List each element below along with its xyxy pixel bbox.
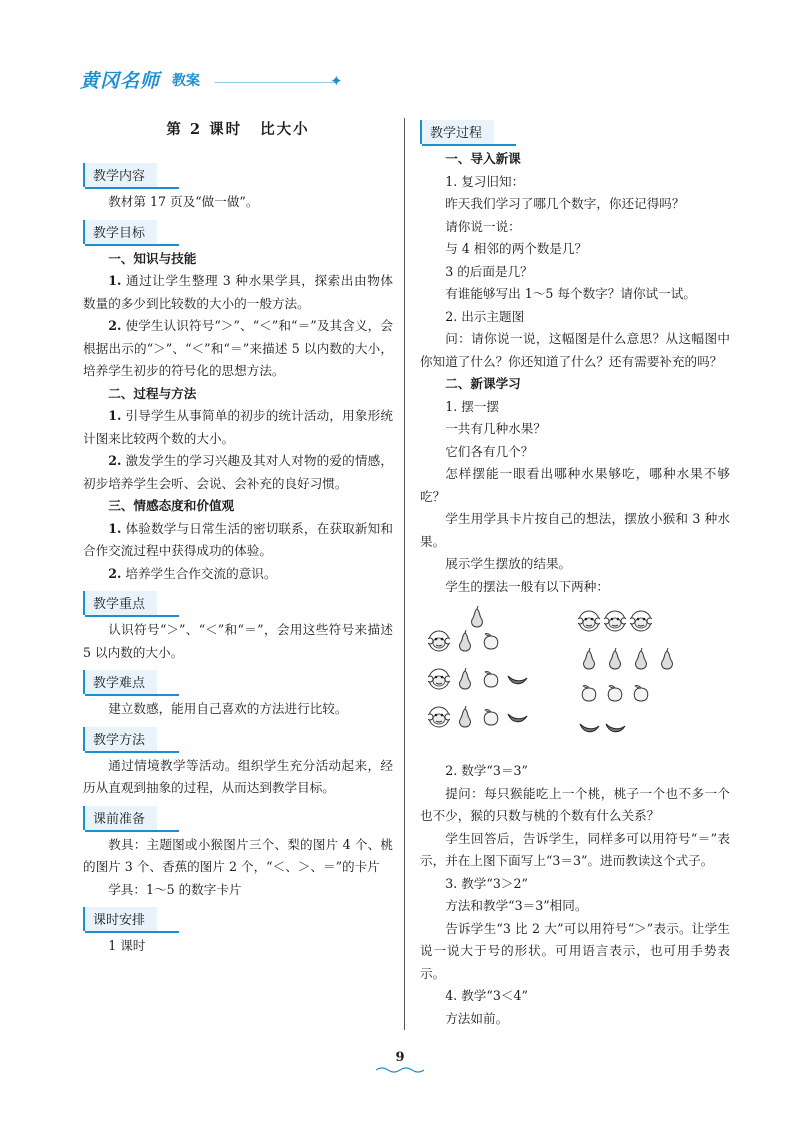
- s1-text1: 昨天我们学习了哪几个数字，你还记得吗？: [445, 196, 685, 211]
- goal3-item1-text: 体验数学与日常生活的密切联系，在获取新知和合作交流过程中获得成功的体验。: [83, 520, 393, 558]
- key-points-text: 认识符号“＞”、“＜”和“＝”，会用这些符号来描述 5 以内数的大小。: [83, 622, 393, 660]
- brand-subtitle: 教案: [172, 73, 200, 89]
- banana-icon: [506, 668, 528, 690]
- goal1-item1: [83, 270, 393, 315]
- prep-text-teacher: 教具：主题图或小猴图片三个、梨的图片 4 个、桃的图片 3 个、香蕉的图片 2 个，“＜、＞、＝”的卡片: [83, 836, 393, 874]
- section-tab-preparation: 课前准备: [83, 806, 157, 830]
- s1-item2: 2. 出示主题图: [445, 308, 525, 324]
- arrangement-2-peaches: [578, 682, 652, 704]
- s1-text3: 与 4 相邻的两个数是几？: [445, 241, 588, 256]
- s1-text5: 有谁能够写出 1～5 每个数字？请你试一试。: [445, 286, 696, 301]
- goal2-item2: [83, 450, 393, 495]
- monkey-icon: [604, 610, 626, 632]
- pear-icon: [604, 648, 626, 670]
- goal1-item2: [83, 315, 393, 383]
- s2-text10: 告诉学生“3 比 2 大”可以用符号“＞”表示。让学生说一说大于号的形状。可用语言表示，也可用手势表示。: [420, 920, 730, 981]
- sparkle-icon: ✦: [330, 72, 343, 90]
- banana-icon: [604, 716, 626, 738]
- section-tab-method: 教学方法: [83, 727, 157, 751]
- monkey-icon: [578, 610, 600, 632]
- brand-logo: 黄冈名师: [80, 70, 161, 92]
- goal3-item1: [83, 518, 393, 563]
- goal3-item2-num: 2.: [108, 565, 122, 581]
- goal2-item1-text: 引导学生从事简单的初步的统计活动，用象形统计图来比较两个数的大小。: [83, 408, 393, 446]
- s1-heading: 一、导入新课: [445, 151, 521, 166]
- prep-text-student: 学具：1～5 的数字卡片: [108, 881, 242, 897]
- section-tab-schedule: 课时安排: [83, 907, 157, 931]
- goal3-item2: [83, 563, 393, 586]
- s2-heading: 二、新课学习: [445, 376, 521, 391]
- monkey-icon: [428, 706, 450, 728]
- pear-icon: [656, 648, 678, 670]
- monkey-icon: [428, 668, 450, 690]
- section-tab-content: 教学内容: [83, 163, 157, 187]
- monkey-icon: [630, 610, 652, 632]
- arrangement-2-pears: [578, 648, 678, 670]
- page-number-wave-icon: [376, 1066, 424, 1074]
- pear-icon: [466, 606, 488, 628]
- s2-text3: 怎样摆能一眼看出哪种水果够吃，哪种水果不够吃？: [420, 466, 730, 504]
- s2-item1: 1. 摆一摆: [445, 398, 499, 414]
- s2-item3: 3. 教学“3＞2”: [445, 875, 528, 891]
- goal1-heading: 一、知识与技能: [108, 250, 197, 266]
- section-tab-goals: 教学目标: [83, 220, 157, 244]
- arrangement-1-row-1: [428, 630, 502, 652]
- s2-text2: 它们各有几个？: [445, 443, 534, 459]
- goal3-item2-text: 培养学生合作交流的意识。: [125, 565, 277, 581]
- peach-icon: [480, 706, 502, 728]
- left-column: [83, 112, 393, 958]
- monkey-icon: [428, 630, 450, 652]
- difficulty-text: 建立数感，能用自己喜欢的方法进行比较。: [108, 701, 348, 716]
- goal1-item2-num: 2.: [108, 318, 122, 333]
- s1-item1: 1. 复习旧知：: [445, 173, 525, 189]
- pear-icon: [578, 648, 600, 670]
- arrangement-2-bananas: [578, 716, 626, 738]
- s2-text7: 提问：每只猴能吃上一个桃，桃子一个也不多一个也不少，猴的只数与桃的个数有什么关系？: [420, 785, 730, 823]
- content-text: 教材第 17 页及“做一做”。: [108, 194, 259, 209]
- page-header: [80, 62, 343, 98]
- s1-text4: 3 的后面是几？: [445, 263, 533, 279]
- peach-icon: [604, 682, 626, 704]
- peach-icon: [630, 682, 652, 704]
- goal2-item2-num: 2.: [108, 453, 122, 468]
- s2-item2: 2. 数学“3＝3”: [445, 763, 528, 778]
- right-column: [420, 114, 730, 1030]
- lesson-number: 第 2 课时: [166, 121, 243, 138]
- s2-item4: 4. 教学“3＜4”: [445, 988, 528, 1003]
- s1-text6: 问：请你说一说，这幅图是什么意思？从这幅图中你知道了什么？你还知道了什么？还有需要补充的吗？: [420, 331, 730, 369]
- arrangement-1-row-2: [428, 668, 528, 690]
- goal2-item1-num: 1.: [108, 408, 122, 423]
- method-text: 通过情境教学等活动。组织学生充分活动起来，经历从直观到抽象的过程，从而达到教学目标。: [83, 757, 393, 795]
- section-tab-difficulty: 教学难点: [83, 670, 157, 694]
- s2-text11: 方法如前。: [445, 1010, 509, 1026]
- peach-icon: [480, 630, 502, 652]
- s2-text8: 学生回答后，告诉学生，同样多可以用符号“＝”表示，并在上图下面写上“3＝3”。进而教读这个式子。: [420, 830, 730, 868]
- page-number: 9: [395, 1050, 405, 1065]
- pear-icon: [454, 668, 476, 690]
- schedule-text: 1 课时: [108, 938, 146, 953]
- banana-icon: [506, 706, 528, 728]
- goal1-item1-num: 1.: [108, 273, 122, 288]
- header-rule: [215, 82, 335, 83]
- goal2-item2-text: 激发学生的学习兴趣及其对人对物的爱的情感，初步培养学生会听、会说、会补充的良好习惯。: [83, 453, 393, 491]
- goal3-item1-num: 1.: [108, 520, 122, 536]
- pear-icon: [630, 648, 652, 670]
- peach-icon: [578, 682, 600, 704]
- arrangement-2-monkeys: [578, 610, 652, 632]
- goal2-item1: [83, 405, 393, 450]
- column-divider: [404, 118, 405, 1030]
- lesson-title: [83, 118, 393, 139]
- s2-text6: 学生的摆法一般有以下两种：: [445, 578, 609, 594]
- s2-text9: 方法和教学“3＝3”相同。: [445, 898, 588, 913]
- s2-text5: 展示学生摆放的结果。: [445, 556, 572, 571]
- goal2-heading: 二、过程与方法: [108, 385, 197, 401]
- s1-text2: 请你说一说：: [445, 218, 521, 234]
- pear-icon: [454, 630, 476, 652]
- banana-icon: [578, 716, 600, 738]
- arrangement-1-row-3: [428, 706, 528, 728]
- fruit-arrangement-figure: [428, 606, 728, 754]
- goal1-item1-text: 通过让学生整理 3 种水果学具，探索出由物体数量的多少到比较数的大小的一般方法。: [83, 273, 393, 311]
- s2-text4: 学生用学具卡片按自己的想法，摆放小猴和 3 种水果。: [420, 511, 730, 549]
- s2-text1: 一共有几种水果？: [445, 421, 546, 436]
- pear-icon: [454, 706, 476, 728]
- section-tab-key-points: 教学重点: [83, 591, 157, 615]
- peach-icon: [480, 668, 502, 690]
- goal3-heading: 三、情感态度和价值观: [108, 498, 235, 513]
- section-tab-process: 教学过程: [420, 120, 494, 144]
- lesson-name: 比大小: [260, 121, 310, 138]
- goal1-item2-text: 使学生认识符号“＞”、“＜”和“＝”及其含义，会根据出示的“＞”、“＜”和“＝”来描述 5 以内数的大小，培养学生初步的符号化的思想方法。: [83, 318, 393, 378]
